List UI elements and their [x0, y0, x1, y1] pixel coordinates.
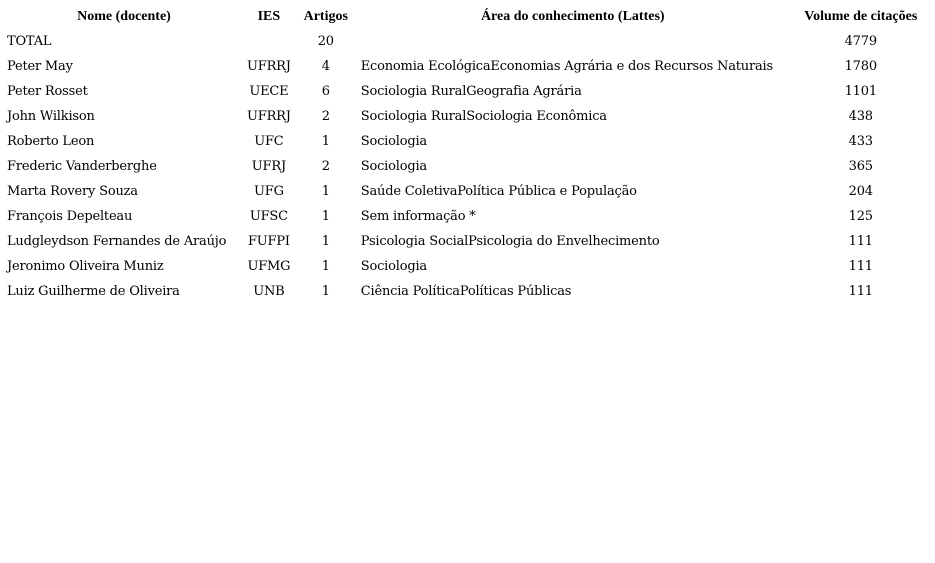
- header-ies: IES: [257, 8, 281, 24]
- cell-area: Saúde ColetivaPolítica Pública e População: [360, 184, 637, 199]
- cell-area: Sociologia RuralSociologia Econômica: [360, 109, 607, 124]
- cell-ies: UNB: [253, 284, 285, 299]
- cell-area: Psicologia SocialPsicologia do Envelhecimento: [360, 234, 660, 249]
- total-row: [4, 29, 934, 54]
- table-row: [4, 54, 934, 79]
- table-body: [4, 29, 934, 304]
- cell-ies: UFRJ: [251, 159, 286, 174]
- cell-name: TOTAL: [7, 34, 52, 49]
- cell-articles: 1: [321, 209, 330, 224]
- table-row: [4, 229, 934, 254]
- cell-name: Frederic Vanderberghe: [7, 159, 157, 174]
- cell-name: Peter May: [7, 59, 73, 74]
- cell-area: Sociologia RuralGeografia Agrária: [360, 84, 582, 99]
- citations-table: [4, 4, 934, 304]
- cell-area: Ciência PolíticaPolíticas Públicas: [360, 284, 572, 299]
- cell-ies: UFG: [254, 184, 284, 199]
- header-area: Área do conhecimento (Lattes): [480, 8, 665, 24]
- cell-name: John Wilkison: [7, 109, 95, 124]
- cell-articles: 20: [317, 34, 334, 49]
- cell-ies: UFRRJ: [247, 59, 291, 74]
- cell-citations: 438: [848, 109, 873, 124]
- cell-area: Sociologia: [360, 134, 427, 149]
- cell-citations: 1101: [844, 84, 877, 99]
- header-name: Nome (docente): [77, 8, 171, 24]
- table-row: [4, 254, 934, 279]
- cell-citations: 111: [848, 259, 873, 274]
- cell-articles: 2: [321, 109, 330, 124]
- table-row: [4, 154, 934, 179]
- cell-ies: UECE: [249, 84, 289, 99]
- cell-area: Sociologia: [360, 259, 427, 274]
- cell-area: Sem informação *: [360, 209, 476, 224]
- cell-name: Marta Rovery Souza: [7, 184, 138, 199]
- cell-articles: 2: [321, 159, 330, 174]
- cell-ies: [244, 29, 294, 54]
- cell-ies: UFMG: [247, 259, 291, 274]
- cell-articles: 1: [321, 184, 330, 199]
- cell-ies: UFRRJ: [247, 109, 291, 124]
- table-row: [4, 129, 934, 154]
- cell-name: Ludgleydson Fernandes de Araújo: [7, 234, 227, 249]
- cell-citations: 125: [848, 209, 873, 224]
- table-row: [4, 279, 934, 304]
- cell-ies: UFC: [254, 134, 284, 149]
- cell-citations: 433: [848, 134, 873, 149]
- cell-area: Sociologia: [360, 159, 427, 174]
- cell-citations: 111: [848, 234, 873, 249]
- table-header-row: [4, 4, 934, 29]
- table-row: [4, 104, 934, 129]
- cell-articles: 4: [321, 59, 330, 74]
- cell-articles: 6: [321, 84, 330, 99]
- cell-name: Peter Rosset: [7, 84, 88, 99]
- cell-articles: 1: [321, 284, 330, 299]
- cell-citations: 1780: [844, 59, 877, 74]
- header-citations: Volume de citações: [804, 8, 918, 24]
- table-row: [4, 179, 934, 204]
- cell-citations: 365: [848, 159, 873, 174]
- cell-citations: 204: [848, 184, 873, 199]
- header-articles: Artigos: [303, 8, 348, 24]
- cell-area: Economia EcológicaEconomias Agrária e dos Recursos Naturais: [360, 59, 773, 74]
- cell-citations: 111: [848, 284, 873, 299]
- cell-name: François Depelteau: [7, 209, 133, 224]
- cell-ies: UFSC: [249, 209, 288, 224]
- cell-ies: FUFPI: [247, 234, 290, 249]
- table-row: [4, 204, 934, 229]
- cell-articles: 1: [321, 134, 330, 149]
- cell-citations: 4779: [844, 34, 877, 49]
- table-row: [4, 79, 934, 104]
- cell-area: [358, 29, 788, 54]
- cell-articles: 1: [321, 234, 330, 249]
- cell-name: Roberto Leon: [7, 134, 95, 149]
- cell-name: Jeronimo Oliveira Muniz: [7, 259, 164, 274]
- cell-name: Luiz Guilherme de Oliveira: [7, 284, 180, 299]
- cell-articles: 1: [321, 259, 330, 274]
